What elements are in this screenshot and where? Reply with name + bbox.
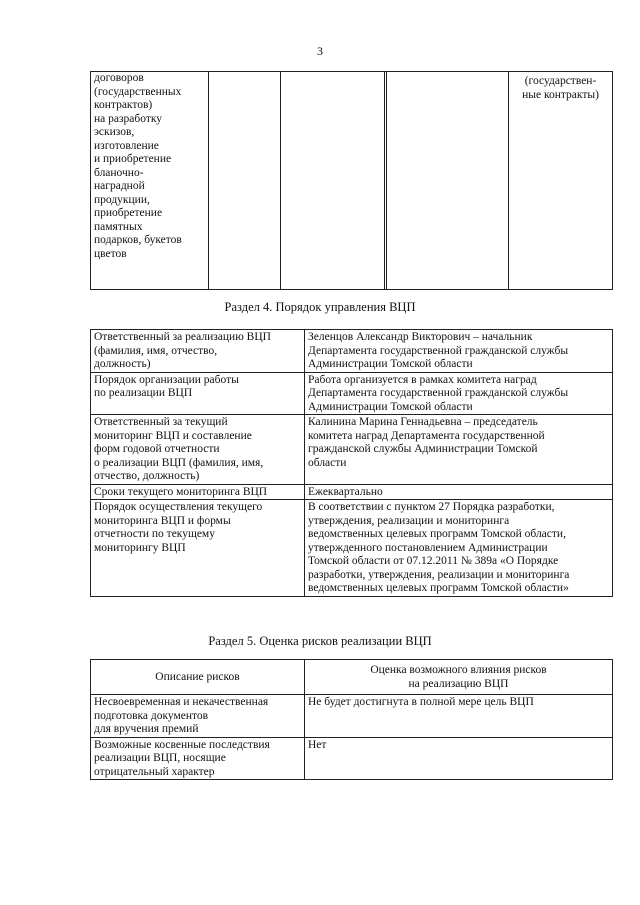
cell-text-line: гражданской службы Администрации Томской	[308, 443, 538, 455]
section-4-title: Раздел 4. Порядок управления ВЦП	[224, 300, 416, 314]
cell-text-line: Порядок организации работы	[94, 373, 239, 386]
table-row	[91, 72, 613, 290]
contract-type-cell	[509, 72, 613, 290]
cell-text-line: Администрации Томской области	[308, 358, 473, 370]
risk-description-cell	[91, 695, 305, 738]
table-row	[91, 695, 613, 738]
cell-text-line: Ежеквартально	[308, 485, 383, 498]
cell-text-line: подготовка документов	[94, 709, 209, 722]
cell-text-line: (государствен-	[524, 75, 597, 87]
empty-cell	[209, 72, 281, 290]
risk-assessment-table	[90, 659, 613, 780]
risk-description-cell	[91, 737, 305, 780]
cell-text-line: В соответствии с пунктом 27 Порядка разработки,	[308, 501, 555, 513]
empty-cell	[387, 72, 509, 290]
cell-text-line: Ответственный за текущий	[94, 416, 228, 428]
table-row	[91, 484, 613, 500]
cell-text-line: Администрации Томской области	[308, 400, 473, 413]
row-label-cell	[91, 330, 305, 373]
section-5-title: Раздел 5. Оценка рисков реализации ВЦП	[208, 634, 432, 648]
activity-description-cell	[91, 72, 209, 290]
row-value-cell	[305, 372, 613, 415]
cell-text-line: памятных	[94, 220, 143, 233]
risk-impact-cell	[305, 737, 613, 780]
cell-text-line: о реализации ВЦП (фамилия, имя,	[94, 456, 264, 469]
cell-text-line: бланочно-	[94, 166, 144, 179]
cell-text-line: разработки, утверждения, реализации и мониторинга	[308, 568, 570, 581]
cell-text-line: эскизов,	[94, 126, 135, 138]
cell-text-line: отчетности по текущему	[94, 528, 215, 540]
table-row	[91, 737, 613, 780]
row-label-cell	[91, 484, 305, 500]
program-activities-table-continuation	[90, 71, 613, 290]
cell-text-line: Ответственный за реализацию ВЦП	[94, 331, 271, 343]
cell-text-line: ведомственных целевых программ Томской области,	[308, 528, 566, 540]
cell-text-line: Зеленцов Александр Викторович – начальник	[308, 331, 533, 343]
cell-text-line: Департамента государственной гражданской службы	[308, 387, 569, 399]
cell-text-line: Сроки текущего мониторинга ВЦП	[94, 485, 268, 498]
cell-text-line: отчество, должность)	[94, 470, 200, 482]
cell-text-line: комитета наград Департамента государственной	[308, 429, 545, 442]
table-row	[91, 372, 613, 415]
management-procedure-table	[90, 329, 613, 597]
empty-cell	[281, 72, 385, 290]
cell-text-line: отрицательный характер	[94, 765, 215, 778]
cell-text-line: утвержденного постановлением Администрации	[308, 541, 548, 554]
cell-text-line: на реализацию ВЦП	[408, 677, 509, 690]
cell-text-line: Описание рисков	[155, 670, 240, 683]
row-value-cell	[305, 415, 613, 485]
cell-text-line: цветов	[94, 247, 127, 260]
row-label-cell	[91, 372, 305, 415]
table-row	[91, 330, 613, 373]
row-value-cell	[305, 330, 613, 373]
cell-text-line: Не будет достигнута в полной мере цель ВЦП	[308, 696, 534, 708]
cell-text-line: (государственных	[94, 85, 182, 98]
row-value-cell	[305, 500, 613, 597]
cell-text-line: продукции,	[94, 193, 150, 206]
cell-text-line: ведомственных целевых программ Томской области»	[308, 582, 569, 594]
cell-text-line: Работа организуется в рамках комитета наград	[308, 373, 537, 386]
row-label-cell	[91, 500, 305, 597]
cell-text-line: договоров	[94, 72, 144, 84]
table-row	[91, 500, 613, 597]
cell-text-line: Департамента государственной гражданской службы	[308, 344, 569, 357]
cell-text-line: приобретение	[94, 207, 163, 219]
cell-text-line: мониторинга ВЦП и формы	[94, 514, 231, 527]
cell-text-line: ные контракты)	[522, 88, 599, 101]
cell-text-line: Несвоевременная и некачественная	[94, 696, 269, 708]
cell-text-line: Нет	[308, 738, 327, 751]
cell-text-line: форм годовой отчетности	[94, 443, 220, 455]
cell-text-line: Возможные косвенные последствия	[94, 738, 270, 751]
risk-impact-cell	[305, 695, 613, 738]
cell-text-line: на разработку	[94, 112, 163, 125]
cell-text-line: по реализации ВЦП	[94, 387, 193, 399]
cell-text-line: изготовление	[94, 139, 159, 152]
cell-text-line: контрактов)	[94, 99, 153, 111]
cell-text-line: реализации ВЦП, носящие	[94, 752, 226, 764]
page-number: 3	[317, 44, 323, 58]
cell-text-line: мониторингу ВЦП	[94, 541, 186, 554]
row-value-cell	[305, 484, 613, 500]
table-header-row	[91, 660, 613, 695]
column-header-risk-description	[91, 660, 305, 695]
cell-text-line: области	[308, 456, 347, 469]
table-row	[91, 415, 613, 485]
cell-text-line: должность)	[94, 358, 151, 370]
cell-text-line: наградной	[94, 180, 145, 192]
cell-text-line: подарков, букетов	[94, 234, 182, 246]
cell-text-line: Калинина Марина Геннадьевна – председатель	[308, 416, 538, 428]
cell-text-line: мониторинг ВЦП и составление	[94, 429, 252, 442]
cell-text-line: и приобретение	[94, 153, 172, 165]
cell-text-line: утверждения, реализации и мониторинга	[308, 514, 510, 527]
cell-text-line: (фамилия, имя, отчество,	[94, 344, 218, 357]
cell-text-line: Томской области от 07.12.2011 № 389а «О Порядке	[308, 555, 559, 567]
cell-text-line: Оценка возможного влияния рисков	[370, 664, 547, 676]
cell-text-line: Порядок осуществления текущего	[94, 501, 263, 513]
row-label-cell	[91, 415, 305, 485]
cell-text-line: для вручения премий	[94, 723, 199, 735]
column-header-risk-impact	[305, 660, 613, 695]
